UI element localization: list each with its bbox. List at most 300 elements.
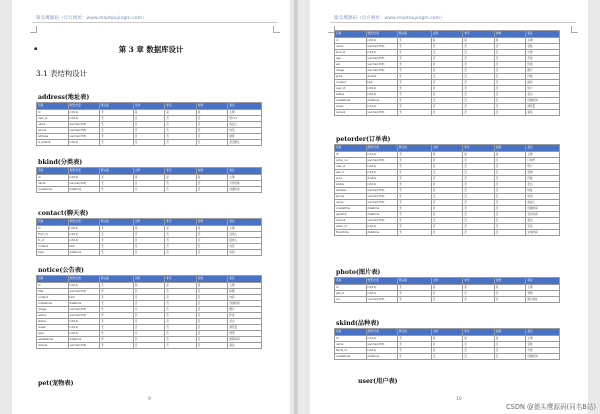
table-header-cell: 自增 bbox=[196, 168, 228, 175]
table-cell: varchar(255) bbox=[366, 68, 398, 74]
table-cell: age bbox=[335, 56, 367, 62]
table-cell: 价格 bbox=[526, 74, 560, 80]
table-cell: 否 bbox=[463, 230, 495, 236]
table-header-cell: 类型/长度 bbox=[366, 145, 398, 152]
table-cell: 接收人 bbox=[228, 238, 262, 244]
table-cell: 无 bbox=[100, 175, 134, 181]
watermark: CSDN @猿头鹰源码(同名B站) bbox=[506, 403, 596, 411]
table-title: petorder(订单表) bbox=[336, 136, 391, 143]
header-rule bbox=[32, 22, 278, 23]
table-cell: kind_id bbox=[335, 50, 367, 56]
table-cell: 否 bbox=[463, 104, 495, 110]
table-cell: 状态 bbox=[526, 182, 560, 188]
table-cell: id bbox=[335, 152, 367, 158]
table-cell: 否 bbox=[165, 337, 197, 343]
table-cell: 否 bbox=[494, 348, 526, 354]
table-cell: 否 bbox=[431, 230, 463, 236]
table-cell: 否 bbox=[133, 122, 165, 128]
table-cell: 否 bbox=[133, 307, 165, 313]
table-header-cell: 主键 bbox=[431, 145, 463, 152]
table-cell: 否 bbox=[196, 325, 228, 331]
table-cell: paytime bbox=[335, 212, 367, 218]
table-cell: 无 bbox=[100, 301, 134, 307]
table-cell: 否 bbox=[165, 187, 197, 193]
table-cell: status bbox=[37, 319, 69, 325]
table-cell: 无 bbox=[398, 158, 432, 164]
chapter-title: 第 3 章 数据库设计 bbox=[118, 45, 184, 54]
table-cell: 价格 bbox=[526, 176, 560, 182]
table-header-cell: 非空 bbox=[165, 276, 197, 283]
table-cell: 否 bbox=[133, 232, 165, 238]
table-cell: 否 bbox=[133, 325, 165, 331]
table-cell: 无 bbox=[100, 181, 134, 187]
table-header-cell: 名称 bbox=[37, 276, 69, 283]
table-cell: 否 bbox=[463, 291, 495, 297]
table-header-cell: 备注 bbox=[228, 276, 262, 283]
table-cell: 年龄 bbox=[526, 56, 560, 62]
table-cell: 无 bbox=[100, 295, 134, 301]
table-cell: 无 bbox=[398, 224, 432, 230]
table-cell: varchar(255) bbox=[68, 181, 100, 187]
table-cell: 无 bbox=[398, 98, 432, 104]
table-cell: varchar(255) bbox=[366, 56, 398, 62]
table-cell: varchar(255) bbox=[68, 289, 100, 295]
table-cell: 创建时间 bbox=[526, 354, 560, 360]
table-cell: 否 bbox=[494, 170, 526, 176]
table-header-cell: 主键 bbox=[431, 278, 463, 285]
section-title: 3.1 表结构设计 bbox=[36, 69, 88, 78]
table-cell: id bbox=[37, 226, 69, 232]
table-cell: 无 bbox=[398, 188, 432, 194]
table-cell: int(11) bbox=[366, 92, 398, 98]
table-cell: 否 bbox=[133, 289, 165, 295]
table-cell: varchar(255) bbox=[366, 200, 398, 206]
table-cell: 无 bbox=[398, 182, 432, 188]
table-cell: 否 bbox=[431, 342, 463, 348]
table-cell: 无 bbox=[100, 116, 134, 122]
table-cell: 否 bbox=[165, 301, 197, 307]
table-cell: 否 bbox=[431, 182, 463, 188]
table-cell: user_id bbox=[335, 164, 367, 170]
table-cell: 描述 bbox=[526, 80, 560, 86]
table-cell: 否 bbox=[165, 319, 197, 325]
table-cell: 无 bbox=[100, 313, 134, 319]
table-cell: 否 bbox=[196, 313, 228, 319]
margin-mark bbox=[30, 26, 37, 33]
table-cell: 无 bbox=[398, 152, 432, 158]
table-cell: 否 bbox=[165, 307, 197, 313]
table-cell: text bbox=[68, 244, 100, 250]
table-cell: 否 bbox=[196, 187, 228, 193]
table-cell: is_default bbox=[37, 140, 69, 146]
table-cell: 无 bbox=[398, 194, 432, 200]
table-cell: 否 bbox=[133, 313, 165, 319]
table-cell: 否 bbox=[133, 140, 165, 146]
table-cell: 是 bbox=[463, 152, 495, 158]
table-cell: 否 bbox=[133, 116, 165, 122]
table-cell: 否 bbox=[431, 348, 463, 354]
table-cell: order_no bbox=[335, 158, 367, 164]
table-cell: 无 bbox=[398, 342, 432, 348]
table-cell: createtime bbox=[37, 187, 69, 193]
table-header-cell: 非空 bbox=[165, 103, 197, 110]
page-number: 10 bbox=[456, 397, 462, 402]
table-title: skind(品种表) bbox=[336, 320, 380, 327]
table-header-cell: 默认值 bbox=[100, 276, 134, 283]
table-cell: 否 bbox=[431, 218, 463, 224]
table-cell: 发送人 bbox=[228, 232, 262, 238]
table-cell: 无 bbox=[398, 176, 432, 182]
table-cell: 名称 bbox=[526, 44, 560, 50]
table-cell: 否 bbox=[196, 295, 228, 301]
table-cell: 作者 bbox=[228, 313, 262, 319]
table-cell: 无 bbox=[100, 232, 134, 238]
table-cell: 无 bbox=[398, 297, 432, 303]
table-header-cell: 备注 bbox=[228, 103, 262, 110]
table-cell: 否 bbox=[494, 164, 526, 170]
table-cell: text bbox=[68, 295, 100, 301]
table-cell: int(11) bbox=[366, 164, 398, 170]
table-header-cell: 备注 bbox=[228, 219, 262, 226]
table-cell: 否 bbox=[494, 50, 526, 56]
table-header-cell: 默认值 bbox=[100, 103, 134, 110]
table-header-cell: 类型/长度 bbox=[68, 276, 100, 283]
table-cell: id bbox=[335, 336, 367, 342]
table-cell: 否 bbox=[165, 232, 197, 238]
pet-table bbox=[334, 30, 560, 116]
table-cell: 否 bbox=[165, 250, 197, 256]
table-cell: 无 bbox=[100, 226, 134, 232]
table-cell: 否 bbox=[133, 134, 165, 140]
table-cell: 否 bbox=[463, 86, 495, 92]
table-cell: 是 bbox=[463, 285, 495, 291]
table-cell: 否 bbox=[165, 116, 197, 122]
table-cell: createtime bbox=[335, 354, 367, 360]
table-cell: 无 bbox=[398, 291, 432, 297]
table-cell: 主键 bbox=[526, 152, 560, 158]
table-cell: user_id bbox=[335, 86, 367, 92]
table-cell: int(11) bbox=[68, 226, 100, 232]
table-cell: 无 bbox=[100, 187, 134, 193]
table-cell: price bbox=[335, 74, 367, 80]
table-cell: varchar(255) bbox=[366, 194, 398, 200]
table-cell: 订单号 bbox=[526, 158, 560, 164]
table-cell: int(11) bbox=[68, 283, 100, 289]
table-cell: 否 bbox=[494, 98, 526, 104]
table-cell: 无 bbox=[398, 86, 432, 92]
table-cell: price bbox=[335, 176, 367, 182]
table-cell: 无 bbox=[398, 212, 432, 218]
table-row bbox=[37, 140, 262, 146]
table-header-cell: 备注 bbox=[526, 329, 560, 336]
table-cell: 否 bbox=[494, 206, 526, 212]
table-cell: 电话 bbox=[228, 128, 262, 134]
table-cell: varchar(255) bbox=[366, 218, 398, 224]
table-cell: 主键 bbox=[526, 336, 560, 342]
table-cell: 是 bbox=[165, 226, 197, 232]
table-cell: 否 bbox=[196, 301, 228, 307]
table-cell: 否 bbox=[463, 44, 495, 50]
table-cell: 否 bbox=[165, 244, 197, 250]
table-cell: double bbox=[366, 74, 398, 80]
table-cell: datetime bbox=[366, 98, 398, 104]
table-cell: 否 bbox=[463, 342, 495, 348]
table-cell: id bbox=[335, 38, 367, 44]
table-header-cell: 自增 bbox=[196, 219, 228, 226]
table-header-cell: 名称 bbox=[335, 31, 367, 38]
table-cell: 否 bbox=[196, 122, 228, 128]
table-header-cell: 非空 bbox=[463, 329, 495, 336]
table-header-cell: 非空 bbox=[463, 31, 495, 38]
table-cell: 宠物 bbox=[526, 291, 560, 297]
table-row bbox=[335, 110, 560, 116]
table-cell: 否 bbox=[431, 194, 463, 200]
table-cell: 无 bbox=[100, 140, 134, 146]
table-cell: 否 bbox=[133, 343, 165, 349]
table-cell: 是 bbox=[196, 226, 228, 232]
table-cell: 否 bbox=[494, 62, 526, 68]
table-cell: 否 bbox=[463, 98, 495, 104]
table-header-cell: 类型/长度 bbox=[366, 278, 398, 285]
table-row bbox=[335, 230, 560, 236]
table-cell: 否 bbox=[463, 68, 495, 74]
table-cell: 否 bbox=[463, 218, 495, 224]
table-cell: 分类 bbox=[526, 50, 560, 56]
table-row bbox=[335, 297, 560, 303]
margin-mark bbox=[273, 26, 280, 33]
table-header-cell: 自增 bbox=[494, 278, 526, 285]
table-cell: address bbox=[335, 188, 367, 194]
table-cell: 无 bbox=[398, 164, 432, 170]
table-cell: 否 bbox=[463, 224, 495, 230]
table-cell: 创建时间 bbox=[228, 301, 262, 307]
table-cell: remark bbox=[37, 343, 69, 349]
table-cell: pet_id bbox=[335, 170, 367, 176]
table-cell: 否 bbox=[431, 291, 463, 297]
table-cell: seller_id bbox=[335, 224, 367, 230]
table-row bbox=[37, 343, 262, 349]
table-cell: id bbox=[37, 175, 69, 181]
table-header-cell: 自增 bbox=[196, 103, 228, 110]
table-cell: 否 bbox=[196, 128, 228, 134]
table-cell: 类型 bbox=[228, 331, 262, 337]
table-cell: 否 bbox=[196, 140, 228, 146]
table-cell: 否 bbox=[463, 170, 495, 176]
table-cell: 是 bbox=[165, 283, 197, 289]
table-cell: 备注 bbox=[526, 218, 560, 224]
table-cell: 否 bbox=[494, 188, 526, 194]
table-cell: 地址 bbox=[526, 188, 560, 194]
table-cell: 创建时间 bbox=[526, 206, 560, 212]
table-cell: name bbox=[335, 342, 367, 348]
table-cell: 否 bbox=[431, 200, 463, 206]
table-cell: int(11) bbox=[366, 86, 398, 92]
table-cell: 无 bbox=[398, 68, 432, 74]
table-cell: 时间 bbox=[228, 250, 262, 256]
table-cell: 图片地址 bbox=[526, 297, 560, 303]
table-cell: 无 bbox=[100, 134, 134, 140]
table-cell: 否 bbox=[133, 128, 165, 134]
table-cell: 地址 bbox=[228, 134, 262, 140]
table-title: pet(宠物表) bbox=[38, 380, 74, 387]
table-cell: 否 bbox=[494, 218, 526, 224]
table-header-cell: 备注 bbox=[526, 278, 560, 285]
table-cell: 名称 bbox=[526, 342, 560, 348]
table-cell: phone bbox=[37, 128, 69, 134]
table-cell: varchar(255) bbox=[366, 62, 398, 68]
table-cell: 否 bbox=[494, 200, 526, 206]
table-cell: 否 bbox=[463, 212, 495, 218]
table-cell: 宠物 bbox=[526, 170, 560, 176]
table-cell: pet_id bbox=[335, 291, 367, 297]
bkind-table bbox=[36, 167, 262, 193]
table-cell: sex bbox=[335, 62, 367, 68]
table-header-cell: 默认值 bbox=[398, 329, 432, 336]
table-cell: time bbox=[37, 250, 69, 256]
table-cell: 否 bbox=[463, 348, 495, 354]
table-cell: datetime bbox=[366, 230, 398, 236]
table-cell: 主键 bbox=[526, 285, 560, 291]
table-cell: 否 bbox=[494, 182, 526, 188]
table-cell: 否 bbox=[463, 354, 495, 360]
table-cell: 否 bbox=[494, 230, 526, 236]
table-cell: 状态 bbox=[526, 92, 560, 98]
table-cell: content bbox=[37, 244, 69, 250]
table-cell: 否 bbox=[431, 92, 463, 98]
table-cell: 否 bbox=[431, 98, 463, 104]
table-cell: 无 bbox=[100, 325, 134, 331]
paragraph-mark: ▪ bbox=[34, 46, 38, 52]
table-cell: 否 bbox=[165, 295, 197, 301]
table-header-cell: 非空 bbox=[463, 278, 495, 285]
table-cell: 否 bbox=[494, 80, 526, 86]
table-cell: 否 bbox=[165, 122, 197, 128]
table-cell: datetime bbox=[366, 354, 398, 360]
document-page-right bbox=[310, 0, 588, 414]
table-cell: updatetime bbox=[37, 337, 69, 343]
table-cell: 无 bbox=[398, 104, 432, 110]
table-cell: int(11) bbox=[68, 140, 100, 146]
table-cell: varchar(255) bbox=[366, 188, 398, 194]
table-cell: 浏览量 bbox=[228, 325, 262, 331]
table-cell: 否 bbox=[431, 44, 463, 50]
table-cell: 分类 bbox=[526, 348, 560, 354]
table-header-cell: 备注 bbox=[526, 31, 560, 38]
table-cell: 否 bbox=[463, 80, 495, 86]
table-cell: 无 bbox=[100, 331, 134, 337]
table-cell: 否 bbox=[133, 250, 165, 256]
table-cell: 创建时间 bbox=[526, 98, 560, 104]
table-cell: 否 bbox=[431, 86, 463, 92]
table-header-cell: 默认值 bbox=[398, 278, 432, 285]
table-header-cell: 名称 bbox=[37, 219, 69, 226]
table-cell: 否 bbox=[165, 181, 197, 187]
table-cell: 否 bbox=[494, 56, 526, 62]
table-header-cell: 非空 bbox=[165, 219, 197, 226]
table-cell: title bbox=[37, 289, 69, 295]
table-cell: int(11) bbox=[366, 104, 398, 110]
contact-table bbox=[36, 218, 262, 256]
table-header-cell: 主键 bbox=[431, 329, 463, 336]
table-cell: author bbox=[37, 313, 69, 319]
table-cell: varchar(255) bbox=[366, 44, 398, 50]
table-cell: int(11) bbox=[68, 232, 100, 238]
table-cell: 否 bbox=[165, 325, 197, 331]
table-header-row bbox=[37, 276, 262, 283]
table-cell: 是 bbox=[431, 336, 463, 342]
table-cell: datetime bbox=[366, 212, 398, 218]
table-cell: 否 bbox=[463, 158, 495, 164]
table-cell: 状态 bbox=[228, 319, 262, 325]
table-cell: 否 bbox=[494, 176, 526, 182]
table-cell: 否 bbox=[431, 104, 463, 110]
table-header-cell: 名称 bbox=[335, 278, 367, 285]
table-cell: text bbox=[366, 80, 398, 86]
table-cell: 无 bbox=[398, 170, 432, 176]
table-cell: 否 bbox=[494, 354, 526, 360]
table-cell: 主键 bbox=[228, 283, 262, 289]
table-cell: 主键 bbox=[228, 226, 262, 232]
table-cell: 否 bbox=[463, 92, 495, 98]
table-header-cell: 类型/长度 bbox=[68, 168, 100, 175]
table-cell: 主键 bbox=[228, 175, 262, 181]
table-cell: 否 bbox=[463, 182, 495, 188]
table-cell: 否 bbox=[431, 164, 463, 170]
table-cell: 否 bbox=[196, 319, 228, 325]
table-cell: bkind_id bbox=[335, 348, 367, 354]
table-row bbox=[37, 187, 262, 193]
table-cell: 无 bbox=[398, 348, 432, 354]
table-cell: 否 bbox=[494, 92, 526, 98]
table-cell: 收货人 bbox=[526, 200, 560, 206]
table-cell: 图片 bbox=[526, 68, 560, 74]
table-cell: int(11) bbox=[366, 336, 398, 342]
table-cell: varchar(255) bbox=[366, 297, 398, 303]
table-cell: 否 bbox=[431, 354, 463, 360]
table-cell: 否 bbox=[494, 158, 526, 164]
table-cell: 无 bbox=[398, 44, 432, 50]
table-header-cell: 主键 bbox=[431, 31, 463, 38]
table-cell: 否 bbox=[431, 297, 463, 303]
table-cell: int(11) bbox=[366, 50, 398, 56]
table-cell: int(11) bbox=[68, 110, 100, 116]
table-cell: type bbox=[37, 331, 69, 337]
table-cell: 无 bbox=[100, 337, 134, 343]
table-cell: 无 bbox=[398, 285, 432, 291]
table-cell: createtime bbox=[335, 98, 367, 104]
table-cell: 否 bbox=[196, 181, 228, 187]
table-cell: 无 bbox=[398, 354, 432, 360]
table-header-row bbox=[37, 168, 262, 175]
table-cell: 否 bbox=[463, 176, 495, 182]
address-table bbox=[36, 102, 262, 146]
table-cell: id bbox=[335, 285, 367, 291]
table-cell: 否 bbox=[196, 244, 228, 250]
table-cell: 否 bbox=[133, 295, 165, 301]
table-cell: varchar(255) bbox=[366, 110, 398, 116]
table-header-row bbox=[37, 219, 262, 226]
table-cell: int(11) bbox=[68, 175, 100, 181]
table-cell: views bbox=[37, 325, 69, 331]
table-cell: 图片 bbox=[228, 307, 262, 313]
table-cell: 无 bbox=[100, 110, 134, 116]
table-cell: 无 bbox=[398, 206, 432, 212]
table-cell: from_id bbox=[37, 232, 69, 238]
table-cell: remark bbox=[335, 110, 367, 116]
table-cell: 否 bbox=[196, 343, 228, 349]
table-header-cell: 自增 bbox=[196, 276, 228, 283]
table-cell: varchar(255) bbox=[68, 313, 100, 319]
